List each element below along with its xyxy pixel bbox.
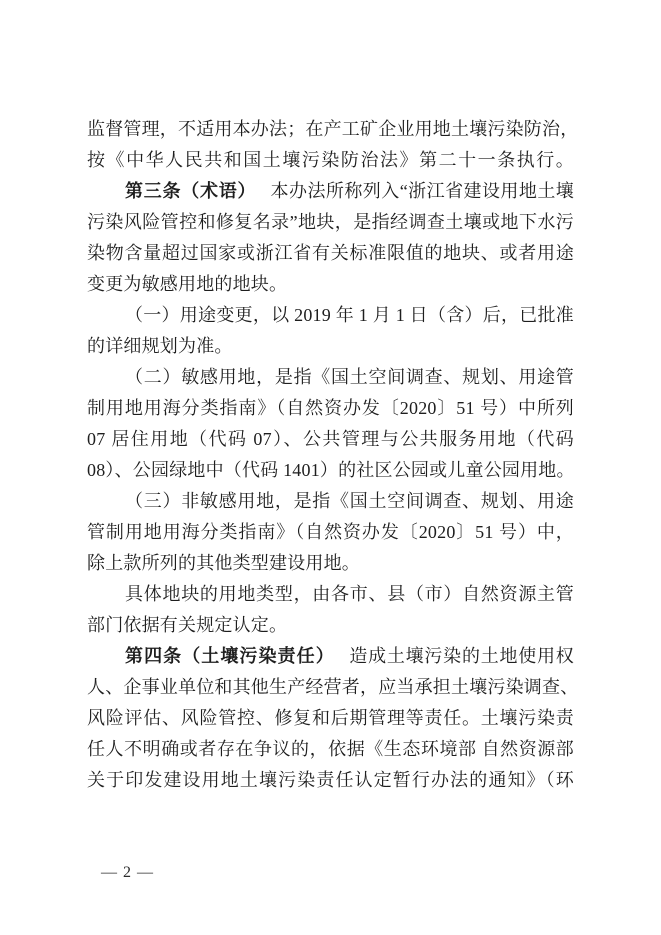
text-line-segment: 本办法所称列入“浙江省建设用地土壤	[270, 181, 574, 201]
text-line: （一）用途变更，以 2019 年 1 月 1 日（含）后，已批准	[125, 305, 574, 325]
text-line: 的详细规划为准。	[87, 336, 233, 356]
page-number: — 2 —	[101, 864, 154, 881]
text-line: 变更为敏感用地的地块。	[87, 274, 288, 294]
text-line: 部门依据有关规定认定。	[87, 615, 288, 635]
text-line-segment: 造成土壤污染的土地使用权	[348, 646, 574, 666]
article-4-start-line	[87, 641, 574, 672]
text-line: 污染风险管控和修复名录”地块，是指经调查土壤或地下水污	[87, 212, 574, 232]
text-line: 管制用地用海分类指南》（自然资办发〔2020〕51 号）中，	[87, 522, 574, 542]
article-3-heading: 第三条（术语）	[125, 181, 257, 201]
text-line: 风险评估、风险管控、修复和后期管理等责任。土壤污染责	[87, 708, 574, 728]
document-text-block	[87, 114, 579, 796]
text-line: 监督管理，不适用本办法；在产工矿企业用地土壤污染防治，	[87, 119, 579, 139]
text-line: 任人不明确或者存在争议的，依据《生态环境部 自然资源部	[87, 739, 574, 759]
text-line: 07 居住用地（代码 07）、公共管理与公共服务用地（代码	[87, 429, 574, 449]
text-line: （三）非敏感用地，是指《国土空间调查、规划、用途	[125, 491, 574, 511]
text-line: 按《中华人民共和国土壤污染防治法》第二十一条执行。	[87, 150, 574, 170]
text-line: 具体地块的用地类型，由各市、县（市）自然资源主管	[125, 584, 574, 604]
text-line: 关于印发建设用地土壤污染责任认定暂行办法的通知》（环	[87, 770, 574, 790]
text-line: 制用地用海分类指南》（自然资办发〔2020〕51 号）中所列	[87, 398, 574, 418]
text-line: 人、企事业单位和其他生产经营者，应当承担土壤污染调查、	[87, 677, 579, 697]
article-3-start-line	[87, 176, 574, 207]
text-line: 染物含量超过国家或浙江省有关标准限值的地块、或者用途	[87, 243, 574, 263]
text-line: （二）敏感用地，是指《国土空间调查、规划、用途管	[125, 367, 574, 387]
article-4-heading: 第四条（土壤污染责任）	[125, 646, 335, 666]
text-line: 08）、公园绿地中（代码 1401）的社区公园或儿童公园用地。	[87, 460, 575, 480]
text-line: 除上款所列的其他类型建设用地。	[87, 553, 360, 573]
